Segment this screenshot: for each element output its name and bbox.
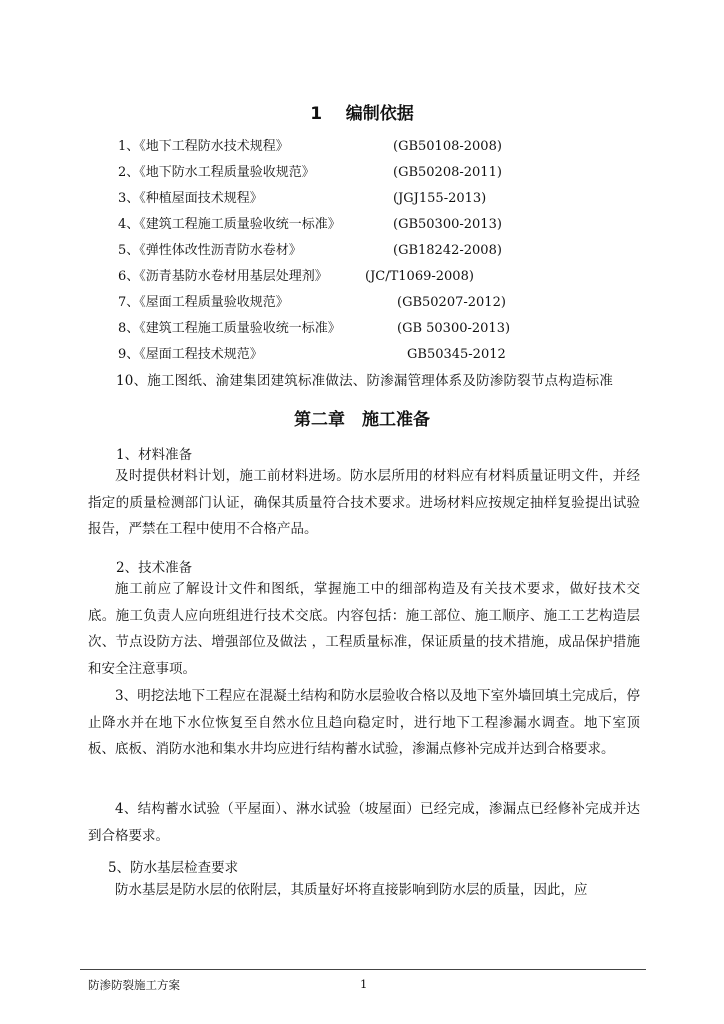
reference-code: (JGJ155-2013) [393, 191, 487, 206]
reference-item [118, 320, 511, 338]
reference-name: 3、《种植屋面技术规程》 [118, 191, 263, 206]
reference-item [118, 138, 502, 156]
reference-code: (GB50108-2008) [393, 139, 502, 154]
paragraph-materials: 及时提供材料计划，施工前材料进场。防水层所用的材料应有材料质量证明文件，并经指定的质量检测部门认证，确保其质量符合技术要求。进场材料应按规定抽样复验提出试验报告，严禁在工程中使用不合格产品。 [88, 468, 640, 537]
subsection-heading: 5、防水基层检查要求 [108, 860, 239, 876]
reference-item [118, 242, 502, 260]
reference-code: (GB50208-2011) [393, 165, 502, 180]
reference-item [118, 216, 502, 234]
reference-name: 5、《弹性体改性沥青防水卷材》 [118, 243, 302, 258]
reference-name: 6、《沥青基防水卷材用基层处理剂》 [118, 269, 328, 284]
chapter-title: 第二章 施工准备 [294, 410, 430, 430]
reference-item [118, 190, 487, 208]
section-heading [0, 99, 724, 124]
reference-item [118, 346, 506, 364]
subsection-heading: 2、技术准备 [116, 560, 193, 576]
reference-name: 8、《建筑工程施工质量验收统一标准》 [118, 321, 341, 336]
reference-name: 1、《地下工程防水技术规程》 [118, 139, 289, 154]
reference-name: 2、《地下防水工程质量验收规范》 [118, 165, 315, 180]
subsection-heading: 1、材料准备 [116, 447, 193, 463]
reference-item [118, 294, 506, 312]
page-number: 1 [360, 977, 368, 991]
section-number: 1 [310, 104, 323, 124]
section-title: 编制依据 [345, 104, 414, 124]
reference-code: (GB18242-2008) [393, 243, 502, 258]
reference-name: 9、《屋面工程技术规范》 [118, 347, 263, 362]
paragraph-leak-survey: 3、明挖法地下工程应在混凝土结构和防水层验收合格以及地下室外墙回填土完成后，停止降水并在地下水位恢复至自然水位且趋向稳定时，进行地下工程渗漏水调查。地下室顶板、底板、消防水池和集水井均应进行结构蓄水试验，渗漏点修补完成并达到合格要求。 [88, 688, 640, 757]
paragraph-technical: 施工前应了解设计文件和图纸，掌握施工中的细部构造及有关技术要求，做好技术交底。施工负责人应向班组进行技术交底。内容包括：施工部位、施工顺序、施工工艺构造层次、节点设防方法、增强部位及做法 ，工程质量标准，保证质量的技术措施，成品保护措施和安全注意事项。 [88, 581, 640, 677]
reference-item-10: 10、施工图纸、渝建集团建筑标准做法、防渗漏管理体系及防渗防裂节点构造标准 [116, 373, 614, 389]
reference-code: GB50345-2012 [407, 347, 506, 362]
footer-divider [80, 969, 646, 970]
paragraph-water-test: 4、结构蓄水试验（平屋面）、淋水试验（坡屋面）已经完成，渗漏点已经修补完成并达到合格要求。 [88, 801, 640, 844]
reference-name: 4、《建筑工程施工质量验收统一标准》 [118, 217, 341, 232]
reference-item [118, 164, 502, 182]
reference-code: (GB 50300-2013) [397, 321, 511, 336]
reference-code: (GB50207-2012) [397, 295, 506, 310]
reference-code: (JC/T1069-2008) [365, 269, 474, 284]
reference-code: (GB50300-2013) [393, 217, 502, 232]
footer-title: 防渗防裂施工方案 [88, 978, 180, 992]
paragraph-base-layer: 防水基层是防水层的依附层，其质量好坏将直接影响到防水层的质量，因此，应 [115, 882, 588, 898]
reference-item [118, 268, 474, 286]
reference-name: 7、《屋面工程质量验收规范》 [118, 295, 289, 310]
